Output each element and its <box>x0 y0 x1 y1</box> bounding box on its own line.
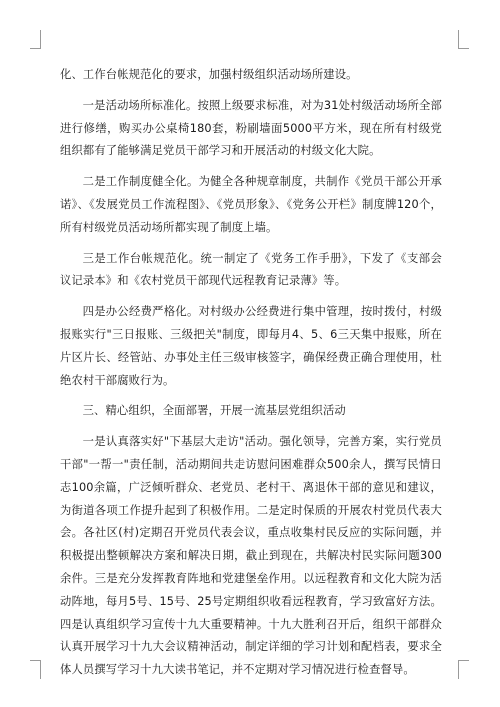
paragraph-continuation: 化、工作台帐规范化的要求，加强村级组织活动场所建设。 <box>60 68 358 81</box>
paragraph-ledger-standardization: 三是工作台帐规范化。统一制定了《党务工作手册》，下发了《支部会议记录本》和《农村党员干部现代远程教育记录薄》等。 <box>60 251 442 288</box>
crop-mark-top-left <box>30 30 41 49</box>
crop-mark-bottom-right <box>458 660 469 679</box>
section-heading-three: 三、精心组织，全面部署，开展一流基层党组织活动 <box>82 404 346 418</box>
crop-mark-top-right <box>458 30 469 49</box>
paragraph-funds-management: 四是办公经费严格化。对村级办公经费进行集中管理，按时拨付，村级报账实行"三日报账、三级把关"制度，即每月4、5、6三天集中报账，所在片区片长、经管站、办事处主任三级审核签字，确保经费正确合理使用，杜绝农村干部腐败行为。 <box>60 305 442 387</box>
crop-mark-bottom-left <box>30 660 41 679</box>
paragraph-activities: 一是认真落实好"下基层大走访"活动。强化领导，完善方案，实行党员干部"一帮一"责任制，活动期间共走访慰问困难群众500余人，撰写民情日志100余篇，广泛倾听群众、老党员、老村干、离退休干部的意见和建议，为街道各项工作提升起到了积极作用。二是定时保质的开展农村党员代表大会。各社区(村)定期召开党员代表会议，重点收集村民反应的实际问题，并积极提出整顿解决方案和解决日期，截止到现在，共解决村民实际问题300余件。三是充分发挥教育阵地和党建堡垒作用。以远程教育和文化大院为活动阵地，每月5号、15号、25号定期组织收看远程教育，学习致富好方法。四是认真组织学习宣传十九大重要精神。十九大胜利召开后，组织干部群众认真开展学习十九大会议精神活动，制定详细的学习计划和配档表，要求全体人员撰写学习十九大读书笔记，并不定期对学习情况进行检查督导。 <box>60 435 442 677</box>
paragraph-rules-improvement: 二是工作制度健全化。为健全各种规章制度，共制作《党员干部公开承诺》、《发展党员工作流程图》、《党员形象》、《党务公开栏》制度牌120个，所有村级党员活动场所都实现了制度上墙。 <box>60 175 442 234</box>
document-body <box>60 64 442 690</box>
paragraph-venue-standardization: 一是活动场所标准化。按照上级要求标准，对为31处村级活动场所全部进行修缮，购买办公桌椅180套，粉刷墙面5000平方米，现在所有村级党组织都有了能够满足党员干部学习和开展活动的村级文化大院。 <box>60 98 442 158</box>
